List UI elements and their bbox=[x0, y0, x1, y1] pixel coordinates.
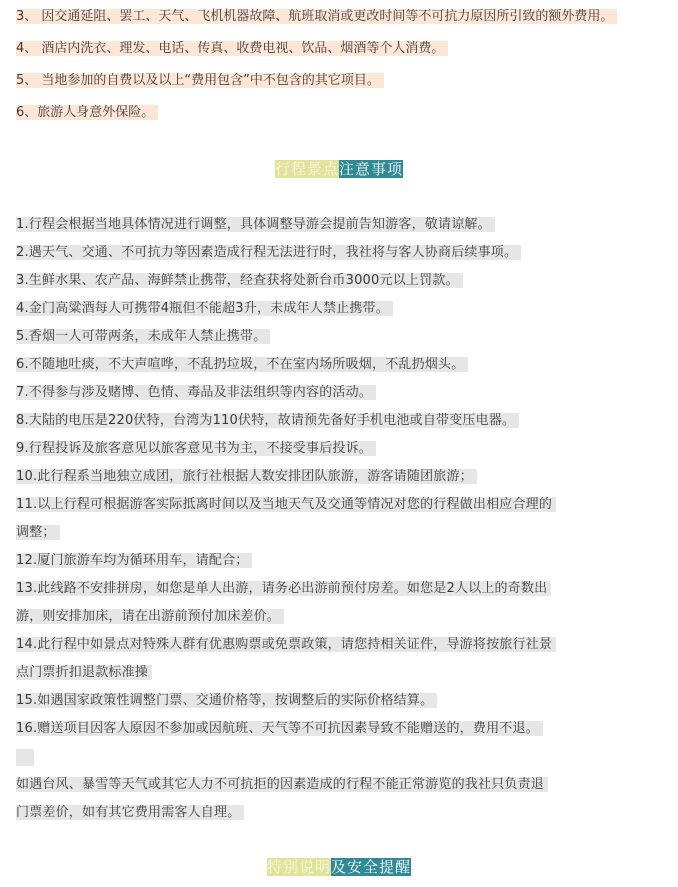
note-item bbox=[16, 439, 376, 459]
excluded-item bbox=[16, 39, 448, 59]
note-item-text: 10.此行程系当地独立成团，旅行社根据人数安排团队旅游，游客请随团旅游； bbox=[16, 469, 477, 484]
excluded-item bbox=[16, 103, 158, 123]
disclaimer-line bbox=[16, 803, 244, 823]
note-item-text: 游，则安排加床，请在出游前预付加床差价。 bbox=[16, 609, 284, 624]
note-item-text: 5.香烟一人可带两条，未成年人禁止携带。 bbox=[16, 329, 270, 344]
note-item bbox=[16, 467, 477, 487]
note-item bbox=[16, 719, 543, 739]
empty-highlight-line bbox=[16, 749, 34, 766]
note-item bbox=[16, 327, 270, 347]
note-item-continued bbox=[16, 607, 284, 627]
note-item bbox=[16, 551, 252, 571]
excluded-item bbox=[16, 71, 384, 91]
notes-heading-part-b: 注意事项 bbox=[339, 160, 404, 178]
disclaimer-line bbox=[16, 775, 548, 795]
note-item-text: 7.不得参与涉及赌博、色情、毒品及非法组织等内容的活动。 bbox=[16, 385, 376, 400]
note-item-text: 点门票折扣退款标准操 bbox=[16, 665, 152, 680]
note-item-continued bbox=[16, 663, 152, 683]
note-item-text: 3.生鲜水果、农产品、海鲜禁止携带，经查获将处新台币3000元以上罚款。 bbox=[16, 273, 463, 288]
excluded-item bbox=[16, 7, 617, 27]
note-item-text: 8.大陆的电压是220伏特，台湾为110伏特，故请预先备好手机电池或自带变压电器。 bbox=[16, 413, 519, 428]
note-item-text: 16.赠送项目因客人原因不参加或因航班、天气等不可抗因素导致不能赠送的，费用不退。 bbox=[16, 721, 543, 736]
notes-heading-part-a: 行程景点 bbox=[274, 160, 339, 178]
note-item-text: 11.以上行程可根据游客实际抵离时间以及当地天气及交通等情况对您的行程做出相应合理的 bbox=[16, 497, 556, 512]
note-item bbox=[16, 579, 551, 599]
note-item bbox=[16, 691, 437, 711]
excluded-item-text: 3、 因交通延阻、罢工、天气、飞机机器故障、航班取消或更改时间等不可抗力原因所引致的额外费用。 bbox=[16, 9, 617, 24]
note-item bbox=[16, 299, 393, 319]
excluded-item-text: 5、 当地参加的自费以及以上“费用包含”中不包含的其它项目。 bbox=[16, 73, 384, 88]
note-item-text: 4.金门高粱酒每人可携带4瓶但不能超3升，未成年人禁止携带。 bbox=[16, 301, 393, 316]
disclaimer-text: 门票差价，如有其它费用需客人自理。 bbox=[16, 805, 244, 820]
note-item-continued bbox=[16, 523, 60, 543]
note-item bbox=[16, 355, 468, 375]
note-item-text: 调整； bbox=[16, 525, 60, 540]
note-item-text: 6.不随地吐痰，不大声喧哗，不乱扔垃圾，不在室内场所吸烟，不乱扔烟头。 bbox=[16, 357, 468, 372]
note-item bbox=[16, 243, 521, 263]
special-heading-part-a: 特别说明 bbox=[266, 858, 331, 876]
special-section-heading bbox=[0, 857, 678, 877]
note-item bbox=[16, 271, 463, 291]
disclaimer-text: 如遇台风、暴雪等天气或其它人力不可抗拒的因素造成的行程不能正常游览的我社只负责退 bbox=[16, 777, 548, 792]
special-heading-part-b: 及安全提醒 bbox=[331, 858, 412, 876]
note-item-text: 12.厦门旅游车均为循环用车，请配合； bbox=[16, 553, 252, 568]
note-item bbox=[16, 215, 495, 235]
note-item-text: 2.遇天气、交通、不可抗力等因素造成行程无法进行时，我社将与客人协商后续事项。 bbox=[16, 245, 521, 260]
excluded-item-text: 4、 酒店内洗衣、理发、电话、传真、收费电视、饮品、烟酒等个人消费。 bbox=[16, 41, 448, 56]
notes-section-heading bbox=[0, 159, 678, 179]
note-item-text: 1.行程会根据当地具体情况进行调整，具体调整导游会提前告知游客，敬请谅解。 bbox=[16, 217, 495, 232]
note-item-text: 13.此线路不安排拼房，如您是单人出游，请务必出游前预付房差。如您是2人以上的奇数出 bbox=[16, 581, 551, 596]
note-item-text: 14.此行程中如景点对特殊人群有优惠购票或免票政策，请您持相关证件，导游将按旅行社景 bbox=[16, 637, 556, 652]
note-item bbox=[16, 495, 556, 515]
note-item-text: 9.行程投诉及旅客意见以旅客意见书为主，不接受事后投诉。 bbox=[16, 441, 376, 456]
note-item bbox=[16, 411, 519, 431]
note-item-text: 15.如遇国家政策性调整门票、交通价格等，按调整后的实际价格结算。 bbox=[16, 693, 437, 708]
excluded-item-text: 6、旅游人身意外保险。 bbox=[16, 105, 158, 120]
note-item bbox=[16, 383, 376, 403]
note-item bbox=[16, 635, 556, 655]
